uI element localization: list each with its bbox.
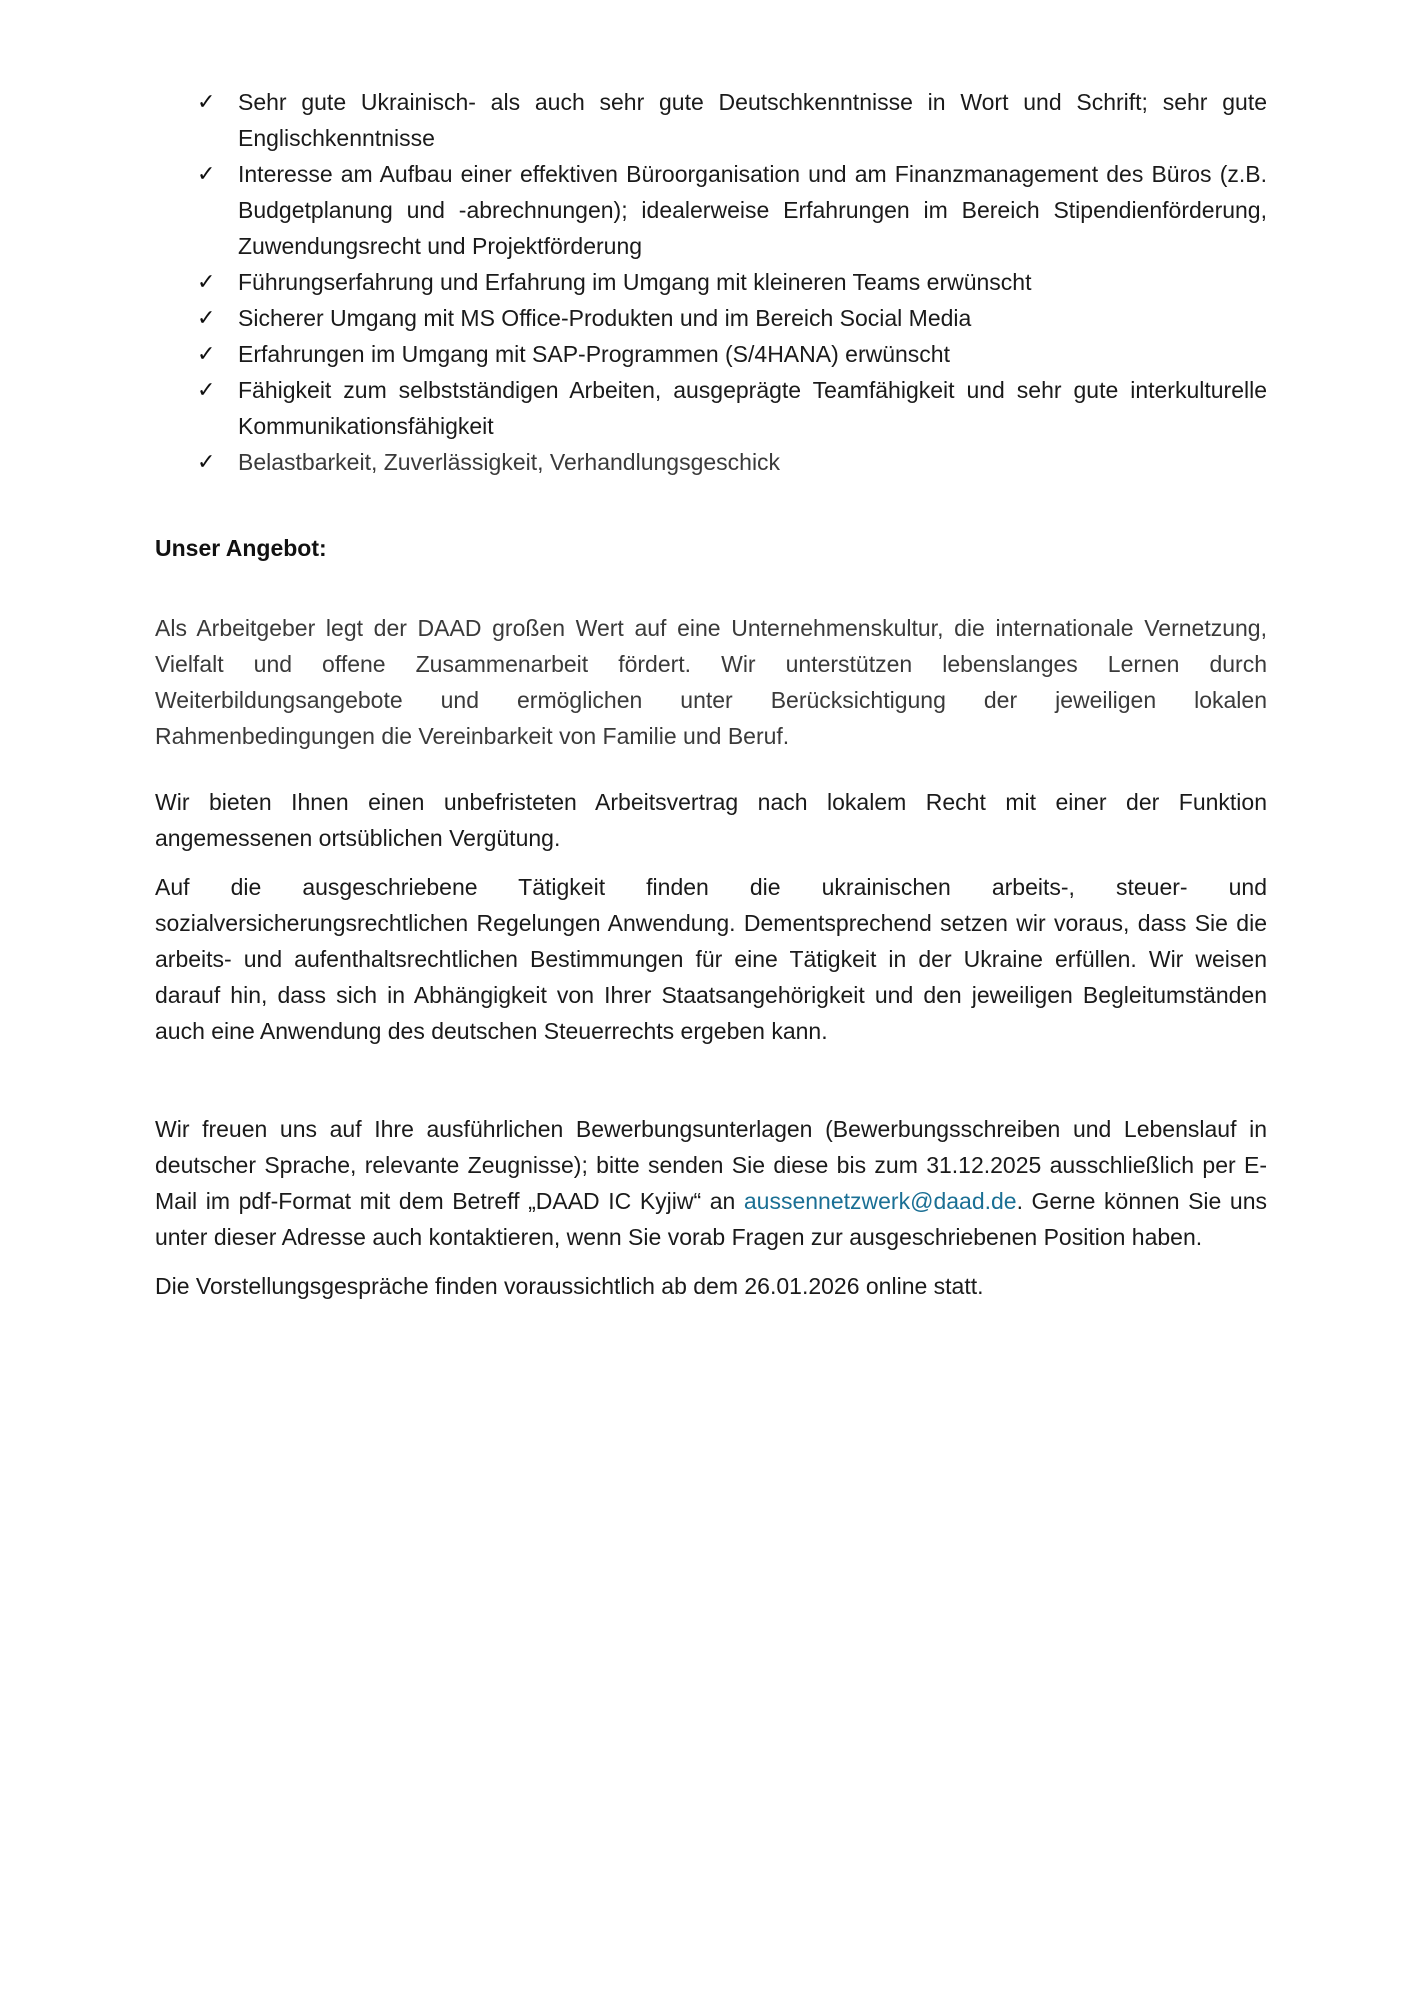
checkmark-icon: ✓ bbox=[197, 269, 216, 294]
email-link[interactable]: aussennetzwerk@daad.de bbox=[743, 1188, 1017, 1214]
requirement-item bbox=[197, 300, 1267, 336]
requirement-text: Sehr gute Ukrainisch- als auch sehr gute Deutschkenntnisse in Wort und Schrift; sehr gute Englischkenntnisse bbox=[238, 89, 1267, 151]
checkmark-icon: ✓ bbox=[197, 305, 216, 330]
requirement-text: Interesse am Aufbau einer effektiven Büroorganisation und am Finanzmanagement des Büros (z.B. Budgetplanung und -abrechnungen); idealerweise Erfahrungen im Bereich Stipendienförderung, Zuwendungsrecht und Projektförderung bbox=[238, 161, 1267, 259]
requirement-item bbox=[197, 372, 1267, 444]
requirement-item bbox=[197, 336, 1267, 372]
offer-law-paragraph: Auf die ausgeschriebene Tätigkeit finden die ukrainischen arbeits-, steuer- und sozialversicherungsrechtlichen Regelungen Anwendung. Dementsprechend setzen wir voraus, dass Sie die arbeits- und aufenthaltsrechtlichen Bestimmungen für eine Tätigkeit in der Ukraine erfüllen. Wir weisen darauf hin, dass sich in Abhängigkeit von Ihrer Staatsangehörigkeit und den jeweiligen Begleitumständen auch eine Anwendung des deutschen Steuerrechts ergeben kann. bbox=[155, 874, 1267, 1044]
offer-culture-paragraph: Als Arbeitgeber legt der DAAD großen Wert auf eine Unternehmenskultur, die internationale Vernetzung, Vielfalt und offene Zusammenarbeit fördert. Wir unterstützen lebenslanges Lernen durch Weiterbildungsangebote und ermöglichen unter Berücksichtigung der jeweiligen lokalen Rahmenbedingungen die Vereinbarkeit von Familie und Beruf. bbox=[155, 615, 1267, 749]
checkmark-icon: ✓ bbox=[197, 161, 216, 186]
checkmark-icon: ✓ bbox=[197, 377, 216, 402]
offer-contract-paragraph: Wir bieten Ihnen einen unbefristeten Arbeitsvertrag nach lokalem Recht mit einer der Funktion angemessenen ortsüblichen Vergütung. bbox=[155, 789, 1267, 851]
requirement-text: Belastbarkeit, Zuverlässigkeit, Verhandlungsgeschick bbox=[238, 449, 781, 475]
requirements-checklist bbox=[197, 84, 1267, 480]
offer-heading: Unser Angebot: bbox=[155, 535, 327, 561]
checkmark-icon: ✓ bbox=[197, 341, 216, 366]
requirement-text: Erfahrungen im Umgang mit SAP-Programmen (S/4HANA) erwünscht bbox=[238, 341, 950, 367]
application-paragraph bbox=[155, 1111, 1267, 1255]
checkmark-icon: ✓ bbox=[197, 89, 216, 114]
application-text-before-link: Wir freuen uns auf Ihre ausführlichen Bewerbungsunterlagen (Bewerbungsschreiben und Lebenslauf in deutscher Sprache, relevante Zeugnisse); bitte senden Sie diese bis zum 31.12.2025 ausschließlich per E-Mail im pdf-Format mit dem Betreff „DAAD IC Kyjiw“ an bbox=[155, 1116, 1267, 1214]
requirement-item bbox=[197, 444, 1267, 480]
requirement-item bbox=[197, 84, 1267, 156]
requirement-text: Sicherer Umgang mit MS Office-Produkten und im Bereich Social Media bbox=[238, 305, 972, 331]
requirement-text: Führungserfahrung und Erfahrung im Umgang mit kleineren Teams erwünscht bbox=[238, 269, 1032, 295]
checkmark-icon: ✓ bbox=[197, 449, 216, 474]
requirement-item bbox=[197, 264, 1267, 300]
requirement-text: Fähigkeit zum selbstständigen Arbeiten, ausgeprägte Teamfähigkeit und sehr gute interkulturelle Kommunikationsfähigkeit bbox=[238, 377, 1267, 439]
requirement-item bbox=[197, 156, 1267, 264]
interviews-paragraph: Die Vorstellungsgespräche finden voraussichtlich ab dem 26.01.2026 online statt. bbox=[155, 1273, 984, 1299]
document-page bbox=[155, 84, 1267, 1304]
application-text-after-link: . Gerne können Sie uns unter dieser Adresse auch kontaktieren, wenn Sie vorab Fragen zur ausgeschriebenen Position haben. bbox=[155, 1188, 1267, 1250]
